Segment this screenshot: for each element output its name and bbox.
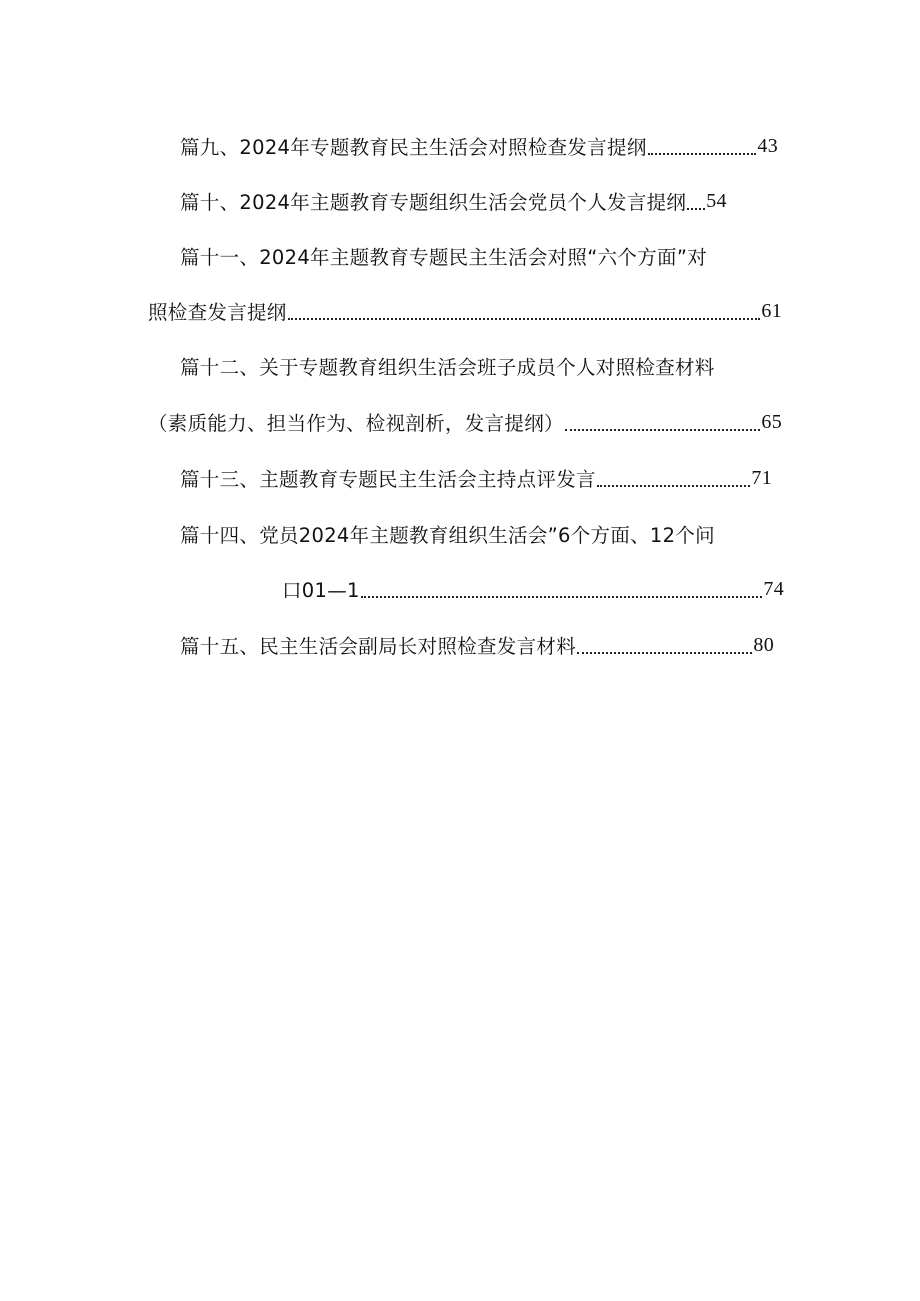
toc-entry-title: 口01—1 [282,579,360,602]
toc-entry-11[interactable] [180,236,740,276]
toc-entry-title: （素质能力、担当作为、检视剖析，发言提纲） [148,412,564,435]
toc-entry-14-continued[interactable] [282,569,784,609]
toc-page-number: 65 [761,410,782,433]
toc-entry-13[interactable] [180,458,772,498]
toc-entry-title: 篇十二、关于专题教育组织生活会班子成员个人对照检查材料 [180,356,715,379]
dot-leader [565,402,761,442]
toc-entry-title: 篇十三、主题教育专题民主生活会主持点评发言 [180,468,596,491]
dot-leader [687,181,705,221]
toc-page-number: 80 [753,633,774,656]
toc-entry-15[interactable] [180,625,774,665]
dot-leader [577,625,752,665]
toc-entry-10[interactable] [180,181,728,221]
toc-page-number: 54 [706,189,727,212]
toc-entry-title: 篇十四、党员2024年主题教育组织生活会”6个方面、12个问 [180,524,715,547]
toc-entry-title: 篇十一、2024年主题教育专题民主生活会对照“六个方面”对 [180,246,708,269]
toc-page-number: 71 [751,466,772,489]
toc-page-number: 74 [763,577,784,600]
toc-entry-title: 篇十、2024年主题教育专题组织生活会党员个人发言提纲 [180,191,687,214]
dot-leader [648,126,757,166]
toc-page-number: 61 [761,299,782,322]
toc-entry-14[interactable] [180,514,740,554]
toc-entry-12-continued[interactable] [148,402,782,442]
toc-entry-title: 篇九、2024年专题教育民主生活会对照检查发言提纲 [180,136,647,159]
toc-entry-11-continued[interactable] [148,291,782,331]
toc-entry-title: 照检查发言提纲 [148,301,287,324]
toc-entry-12[interactable] [180,346,740,386]
dot-leader [597,458,751,498]
toc-entry-9[interactable] [180,126,778,166]
toc-page-number: 43 [757,134,778,157]
dot-leader [288,291,761,331]
dot-leader [361,569,763,609]
toc-entry-title: 篇十五、民主生活会副局长对照检查发言材料 [180,635,577,658]
